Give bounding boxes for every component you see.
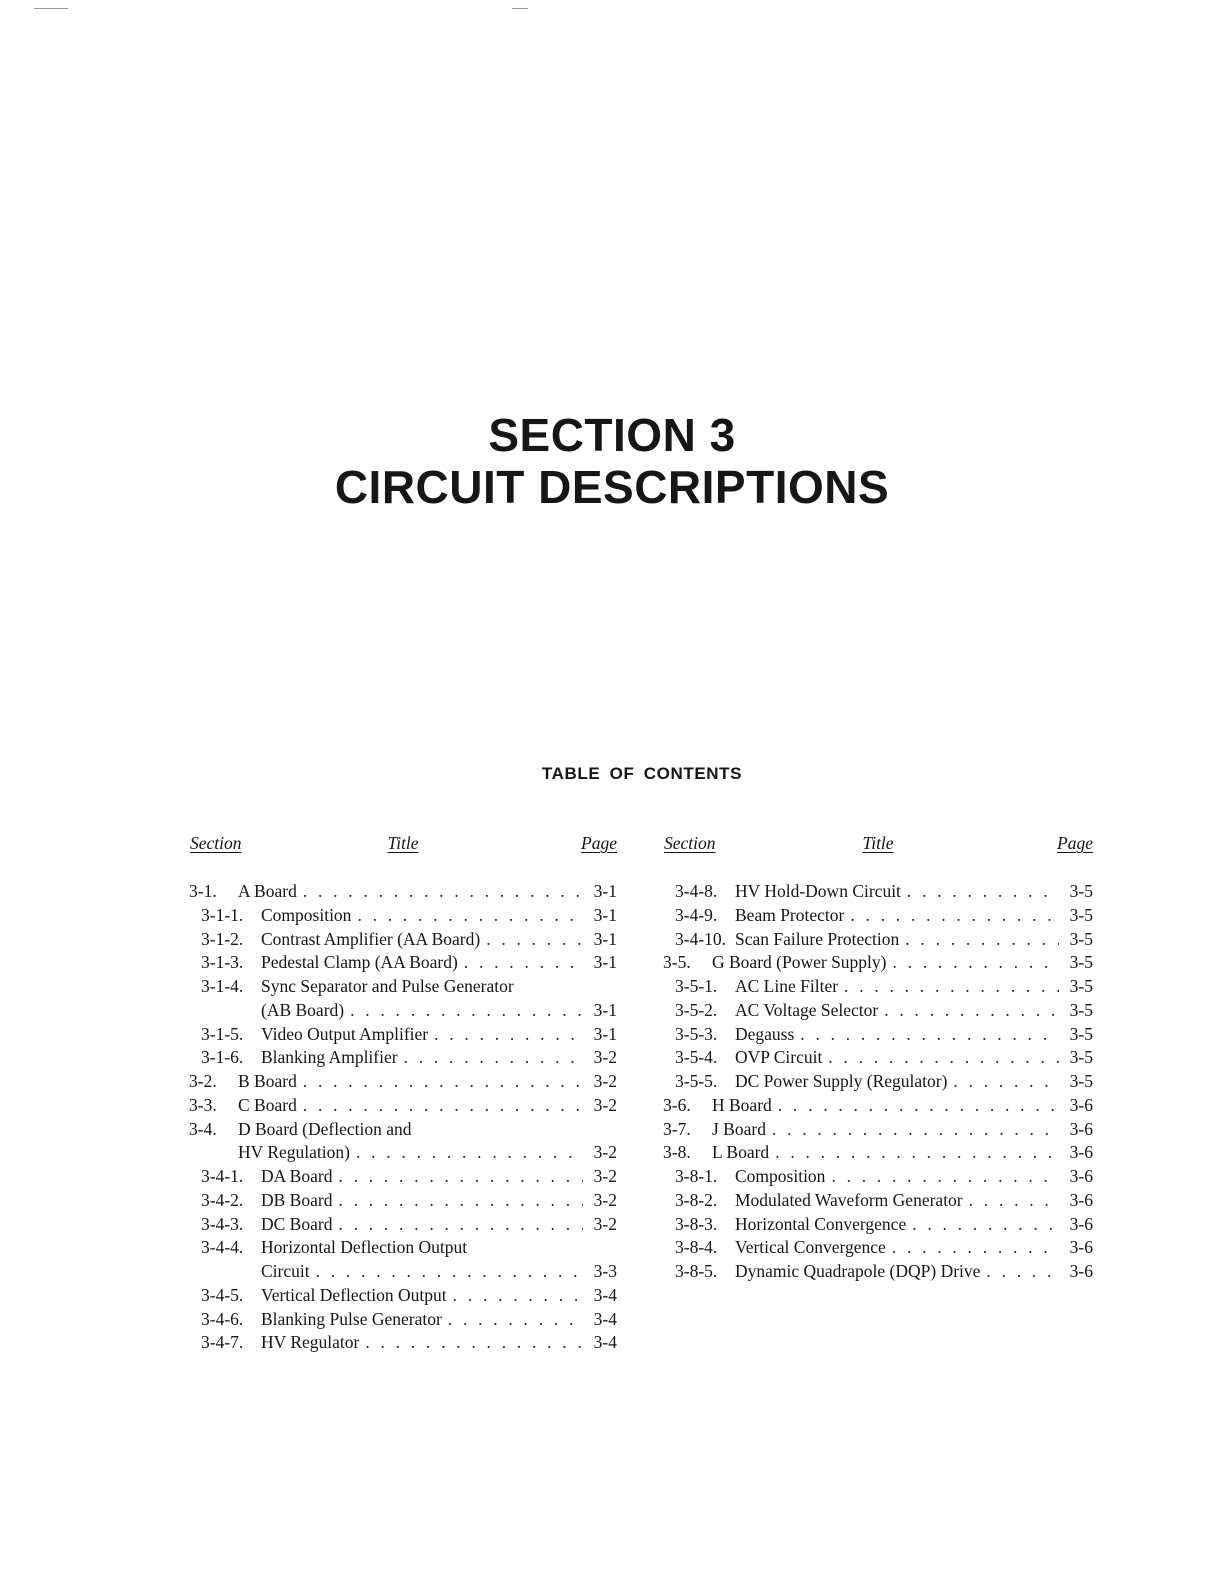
- column-header-section: Section: [190, 833, 242, 853]
- toc-entry-number: 3-5-4.: [675, 1047, 718, 1068]
- toc-entry-title: Degauss: [735, 1023, 795, 1044]
- scan-mark: [34, 8, 68, 9]
- toc-column-left: [189, 833, 617, 1355]
- toc-entry-number: 3-1-1.: [201, 904, 244, 925]
- toc-entry-title: DA Board: [261, 1166, 333, 1186]
- dot-leader: [905, 928, 1059, 952]
- toc-entry-title: HV Regulator: [261, 1332, 360, 1353]
- toc-entry-title: DB Board: [261, 1189, 333, 1210]
- toc-entry: [189, 880, 617, 904]
- toc-entry-number: 3-1-6.: [201, 1047, 244, 1068]
- toc-entry-page: 3-2: [593, 1142, 617, 1163]
- dot-leader: [831, 1165, 1059, 1189]
- toc-entry-page: 3-5: [1069, 1023, 1093, 1044]
- dot-leader: [844, 975, 1059, 999]
- toc-entry-page: 3-6: [1069, 1094, 1093, 1115]
- toc-entry: [189, 1284, 617, 1308]
- toc-entry: [189, 1189, 617, 1213]
- toc-entry-number: 3-6.: [663, 1094, 691, 1115]
- toc-entry-number: 3-8.: [663, 1142, 691, 1163]
- toc-entry-title: Scan Failure Protection: [735, 928, 900, 949]
- toc-entry-page: 3-1: [593, 928, 617, 949]
- toc-entry-number: 3-4-7.: [201, 1332, 244, 1353]
- toc-entry-number: 3-4-10.: [675, 928, 727, 949]
- toc-entry-title: Vertical Deflection Output: [261, 1284, 447, 1305]
- toc-entry-title: Sync Separator and Pulse Generator: [261, 976, 514, 996]
- toc-entry-number: 3-2.: [189, 1071, 217, 1091]
- toc-entry-number: 3-4.: [189, 1118, 217, 1139]
- toc-entry-number: 3-1-4.: [201, 976, 244, 996]
- toc-entry-title: Video Output Amplifier: [261, 1023, 429, 1044]
- toc-entry-page: 3-5: [1069, 1071, 1093, 1091]
- dot-leader: [303, 880, 583, 904]
- toc-entry-page: 3-6: [1069, 1189, 1093, 1210]
- toc-entry-number: 3-8-4.: [675, 1237, 718, 1258]
- toc-entry-page: 3-4: [593, 1308, 617, 1329]
- dot-leader: [464, 951, 583, 975]
- toc-entry-number: 3-1-5.: [201, 1023, 244, 1044]
- dot-leader: [912, 1213, 1059, 1237]
- toc-entry: [189, 951, 617, 975]
- section-number: SECTION 3: [488, 409, 736, 461]
- toc-entry: [663, 904, 1093, 928]
- toc-entry: [189, 1308, 617, 1332]
- toc-entry: [663, 1023, 1093, 1047]
- toc-entry-page: 3-2: [593, 1071, 617, 1091]
- dot-leader: [892, 1236, 1059, 1260]
- toc-entry-page: 3-1: [593, 881, 617, 901]
- toc-entry-number: 3-8-1.: [675, 1166, 718, 1186]
- toc-entry-title: HV Regulation): [238, 1142, 350, 1163]
- toc-entry-page: 3-5: [1069, 881, 1093, 901]
- toc-entry-title: AC Voltage Selector: [735, 999, 879, 1020]
- column-header-page: Page: [1057, 833, 1093, 853]
- toc-entry-page: 3-5: [1069, 999, 1093, 1020]
- column-header-section: Section: [664, 833, 716, 853]
- toc-entry-page: 3-2: [593, 1094, 617, 1115]
- dot-leader: [365, 1331, 583, 1355]
- toc-entry-page: 3-2: [593, 1166, 617, 1186]
- toc-entry-number: 3-4-5.: [201, 1284, 244, 1305]
- toc-entry-page: 3-2: [593, 1213, 617, 1234]
- dot-leader: [884, 999, 1059, 1023]
- dot-leader: [907, 880, 1059, 904]
- toc-entry-title: Circuit: [261, 1261, 310, 1281]
- toc-entry-number: 3-4-6.: [201, 1308, 244, 1329]
- toc-entry: [663, 951, 1093, 975]
- toc-entry-number: 3-5-3.: [675, 1023, 718, 1044]
- toc-entry-number: 3-7.: [663, 1118, 691, 1139]
- toc-entry-page: 3-1: [593, 904, 617, 925]
- toc-entry: [663, 1260, 1093, 1284]
- toc-entry: [663, 928, 1093, 952]
- toc-entry-page: 3-6: [1069, 1213, 1093, 1234]
- toc-entry-page: 3-5: [1069, 928, 1093, 949]
- dot-leader: [316, 1260, 583, 1284]
- toc-entry-page: 3-2: [593, 1047, 617, 1068]
- toc-entry-number: 3-1.: [189, 881, 217, 901]
- dot-leader: [850, 904, 1059, 928]
- toc-entry: [189, 904, 617, 928]
- toc-entry: [189, 1236, 617, 1260]
- toc-entry: [189, 1118, 617, 1142]
- toc-entry-title: H Board: [712, 1094, 772, 1115]
- toc-entry-page: 3-5: [1069, 976, 1093, 996]
- toc-entry-title: C Board: [238, 1094, 297, 1115]
- toc-heading: TABLE OF CONTENTS: [541, 764, 743, 783]
- toc-entry-page: 3-1: [593, 1023, 617, 1044]
- toc-entry-page: 3-3: [593, 1261, 617, 1281]
- toc-entry-number: 3-3.: [189, 1094, 217, 1115]
- toc-entry-page: 3-5: [1069, 904, 1093, 925]
- dot-leader: [772, 1118, 1059, 1142]
- toc-entry: [189, 1331, 617, 1355]
- toc-entry-title: Composition: [735, 1166, 826, 1186]
- dot-leader: [434, 1023, 583, 1047]
- toc-entry-page: 3-1: [593, 952, 617, 973]
- toc-entry-title: (AB Board): [261, 999, 345, 1020]
- toc-entry-number: 3-4-3.: [201, 1213, 244, 1234]
- toc-entry-page: 3-1: [593, 999, 617, 1020]
- toc-entry: [189, 1213, 617, 1237]
- toc-entry: [189, 1141, 617, 1165]
- dot-leader: [303, 1094, 583, 1118]
- toc-entry-title: Dynamic Quadrapole (DQP) Drive: [735, 1261, 981, 1281]
- toc-entry-title: A Board: [238, 881, 297, 901]
- dot-leader: [828, 1046, 1059, 1070]
- dot-leader: [338, 1213, 583, 1237]
- dot-leader: [404, 1046, 583, 1070]
- dot-leader: [338, 1189, 583, 1213]
- dot-leader: [486, 928, 583, 952]
- toc-entry-number: 3-1-3.: [201, 952, 244, 973]
- toc-entry-page: 3-6: [1069, 1261, 1093, 1281]
- dot-leader: [778, 1094, 1059, 1118]
- toc-entry-title: AC Line Filter: [735, 976, 839, 996]
- toc-entry: [663, 1046, 1093, 1070]
- toc-entry: [663, 1118, 1093, 1142]
- toc-entry-number: 3-5-1.: [675, 976, 718, 996]
- toc-entry-title: Contrast Amplifier (AA Board): [261, 928, 481, 949]
- toc-entry-number: 3-4-2.: [201, 1189, 244, 1210]
- dot-leader: [453, 1284, 583, 1308]
- toc-entry-page: 3-4: [593, 1332, 617, 1353]
- column-header-page: Page: [581, 833, 617, 853]
- toc-entry-title: HV Hold-Down Circuit: [735, 881, 901, 901]
- dot-leader: [953, 1070, 1059, 1094]
- toc-entry-title: Vertical Convergence: [735, 1237, 886, 1258]
- dot-leader: [969, 1189, 1059, 1213]
- toc-entry-number: 3-8-2.: [675, 1189, 718, 1210]
- dot-leader: [775, 1141, 1059, 1165]
- toc-entry: [189, 1094, 617, 1118]
- toc-entry-title: G Board (Power Supply): [712, 952, 887, 973]
- toc-entry-title: Beam Protector: [735, 904, 845, 925]
- toc-entry-number: 3-4-9.: [675, 904, 718, 925]
- toc-entry-number: 3-1-2.: [201, 928, 244, 949]
- toc-column-right: [663, 833, 1093, 1284]
- column-headers: [189, 833, 617, 859]
- toc-entry: [189, 928, 617, 952]
- toc-entry: [189, 1023, 617, 1047]
- toc-entry-title: J Board: [712, 1118, 766, 1139]
- toc-entry-number: 3-4-4.: [201, 1237, 244, 1258]
- column-header-title: Title: [387, 833, 419, 853]
- toc-entry: [663, 975, 1093, 999]
- dot-leader: [338, 1165, 583, 1189]
- dot-leader: [303, 1070, 583, 1094]
- toc-entry-title: L Board: [712, 1142, 770, 1163]
- column-header-title: Title: [862, 833, 894, 853]
- toc-entry-page: 3-6: [1069, 1237, 1093, 1258]
- toc-entry: [663, 1165, 1093, 1189]
- dot-leader: [893, 951, 1060, 975]
- dot-leader: [357, 904, 583, 928]
- toc-entry-title: Modulated Waveform Generator: [735, 1189, 963, 1210]
- toc-list-right: [663, 880, 1093, 1284]
- toc-entry-title: Horizontal Deflection Output: [261, 1237, 468, 1258]
- toc-entry-title: Blanking Amplifier: [261, 1047, 398, 1068]
- toc-entry: [189, 1165, 617, 1189]
- toc-entry-title: Blanking Pulse Generator: [261, 1308, 442, 1329]
- toc-entry: [663, 1236, 1093, 1260]
- toc-entry-title: D Board (Deflection and: [238, 1118, 412, 1139]
- toc-entry-title: DC Power Supply (Regulator): [735, 1071, 948, 1091]
- dot-leader: [356, 1141, 583, 1165]
- toc-entry-number: 3-5.: [663, 952, 691, 973]
- toc-entry-title: B Board: [238, 1071, 297, 1091]
- toc-entry-title: Composition: [261, 904, 352, 925]
- toc-entry-number: 3-5-5.: [675, 1071, 718, 1091]
- toc-entry-page: 3-6: [1069, 1166, 1093, 1186]
- toc-entry-page: 3-5: [1069, 1047, 1093, 1068]
- toc-entry-title: OVP Circuit: [735, 1047, 823, 1068]
- toc-entry-page: 3-4: [593, 1284, 617, 1305]
- column-headers: [663, 833, 1093, 859]
- dot-leader: [448, 1308, 583, 1332]
- toc-entry: [189, 999, 617, 1023]
- toc-entry-number: 3-4-1.: [201, 1166, 244, 1186]
- toc-entry: [663, 880, 1093, 904]
- toc-entry-title: DC Board: [261, 1213, 333, 1234]
- toc-entry: [663, 1070, 1093, 1094]
- toc-entry: [189, 975, 617, 999]
- toc-entry: [189, 1260, 617, 1284]
- toc-entry: [663, 1189, 1093, 1213]
- toc-entry-page: 3-2: [593, 1189, 617, 1210]
- section-title: CIRCUIT DESCRIPTIONS: [334, 461, 890, 513]
- toc-entry: [663, 1141, 1093, 1165]
- toc-entry-title: Horizontal Convergence: [735, 1213, 907, 1234]
- toc-entry-title: Pedestal Clamp (AA Board): [261, 952, 458, 973]
- toc-entry: [663, 1094, 1093, 1118]
- dot-leader: [350, 999, 583, 1023]
- dot-leader: [800, 1023, 1059, 1047]
- toc-list-left: [189, 880, 617, 1355]
- toc-entry-number: 3-8-3.: [675, 1213, 718, 1234]
- scan-mark: [512, 8, 528, 9]
- dot-leader: [986, 1260, 1059, 1284]
- toc-entry-page: 3-6: [1069, 1118, 1093, 1139]
- toc-entry-number: 3-5-2.: [675, 999, 718, 1020]
- toc-entry: [663, 999, 1093, 1023]
- toc-entry: [189, 1070, 617, 1094]
- toc-entry-page: 3-5: [1069, 952, 1093, 973]
- toc-entry-number: 3-4-8.: [675, 881, 718, 901]
- toc-entry: [663, 1213, 1093, 1237]
- toc-entry-page: 3-6: [1069, 1142, 1093, 1163]
- toc-entry: [189, 1046, 617, 1070]
- toc-entry-number: 3-8-5.: [675, 1261, 718, 1281]
